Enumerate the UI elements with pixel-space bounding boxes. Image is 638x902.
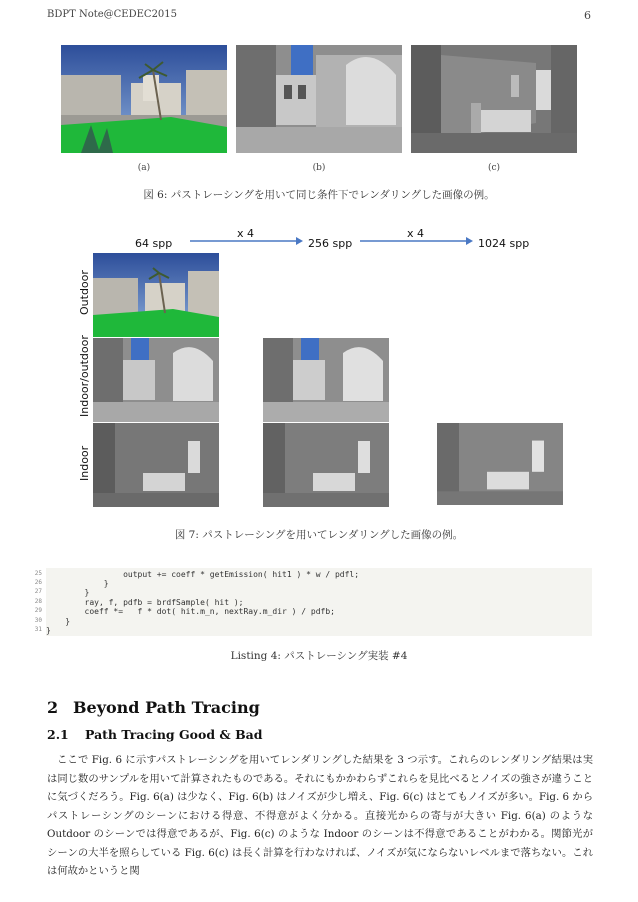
code-line: }	[46, 617, 71, 626]
code-line: }	[46, 588, 90, 597]
section-heading	[47, 698, 260, 717]
figure-6c-label: (c)	[487, 163, 501, 173]
code-line: }	[46, 626, 51, 635]
code-listing	[34, 568, 592, 636]
arrows-graphic	[190, 235, 490, 247]
figure-6-caption: 図 6: パストレーシングを用いて同じ条件下でレンダリングした画像の例。	[143, 189, 495, 201]
indoor-outdoor-256spp-image	[263, 338, 389, 422]
figure-6b-label: (b)	[312, 163, 326, 173]
subsection-number: 2.1	[47, 727, 69, 742]
figure-7	[0, 225, 638, 515]
figure-6c-indoor-image	[411, 45, 577, 153]
section-number: 2	[47, 698, 59, 717]
line-number: 27	[34, 588, 42, 595]
multiplier-2-label: x 4	[407, 227, 425, 240]
indoor-256spp-image	[263, 423, 389, 507]
line-number: 30	[34, 617, 42, 624]
line-number: 28	[34, 598, 42, 605]
code-line: ray, f, pdfb = brdfSample( hit );	[46, 598, 244, 607]
line-number: 31	[34, 626, 42, 633]
code-line: coeff *= f * dot( hit.m_n, nextRay.m_dir ) / pdfb;	[46, 607, 335, 616]
indoor-outdoor-64spp-image	[93, 338, 219, 422]
line-number: 26	[34, 579, 42, 586]
row-label-indoor-outdoor: Indoor/outdoor	[78, 335, 91, 417]
multiplier-1-label: x 4	[237, 227, 255, 240]
spp-1024-label: 1024 spp	[478, 237, 530, 250]
figure-6a-outdoor-image	[61, 45, 227, 153]
indoor-64spp-image	[93, 423, 219, 507]
row-label-indoor: Indoor	[78, 445, 91, 481]
subsection-heading	[47, 727, 262, 742]
section-title: Beyond Path Tracing	[73, 698, 260, 717]
listing-caption: Listing 4: パストレーシング実装 #4	[230, 650, 408, 662]
figure-7-caption: 図 7: パストレーシングを用いてレンダリングした画像の例。	[174, 529, 464, 541]
body-paragraph	[47, 751, 593, 881]
outdoor-64spp-image	[93, 253, 219, 337]
line-number: 25	[34, 570, 42, 577]
row-label-outdoor: Outdoor	[78, 270, 91, 315]
subsection-title: Path Tracing Good & Bad	[85, 727, 263, 742]
figure-6b-indoor-outdoor-image	[236, 45, 402, 153]
page-number: 6	[584, 9, 591, 22]
spp-256-label: 256 spp	[308, 237, 353, 250]
paragraph-text: ここで Fig. 6 に示すパストレーシングを用いてレンダリングした結果を 3 つ示す。これらのレンダリング結果は実は同じ数のサンプルを用いて計算されたものである。それにもかかわらずこれらを見比べるとノイズの強さが違うことに気づくだろう。Fig. 6(a) は少なく、Fig. 6(b) はノイズが少し増え、Fig. 6(c) はとてもノイズが多い。Fig. 6 からパストレーシングのシーンにおける得意、不得意がよく分かる。直接光からの寄与が大きい Fig. 6(a) のような Outdoor のシーンでは得意であるが、Fig. 6(c) のような Indoor のシーンは不得意であることがわかる。関節光がシーンの大半を照らしている Fig. 6(c) は長く計算を行わなければ、ノイズが気にならないレベルまで落ちない。これは何故かというと関	[47, 754, 593, 877]
indoor-1024spp-image	[437, 423, 563, 505]
line-number: 29	[34, 607, 42, 614]
figure-6a-label: (a)	[137, 163, 151, 173]
spp-64-label: 64 spp	[135, 237, 173, 250]
running-header: BDPT Note@CEDEC2015	[47, 9, 178, 20]
code-line: }	[46, 579, 109, 588]
code-line: output += coeff * getEmission( hit1 ) * w / pdfl;	[46, 570, 360, 579]
